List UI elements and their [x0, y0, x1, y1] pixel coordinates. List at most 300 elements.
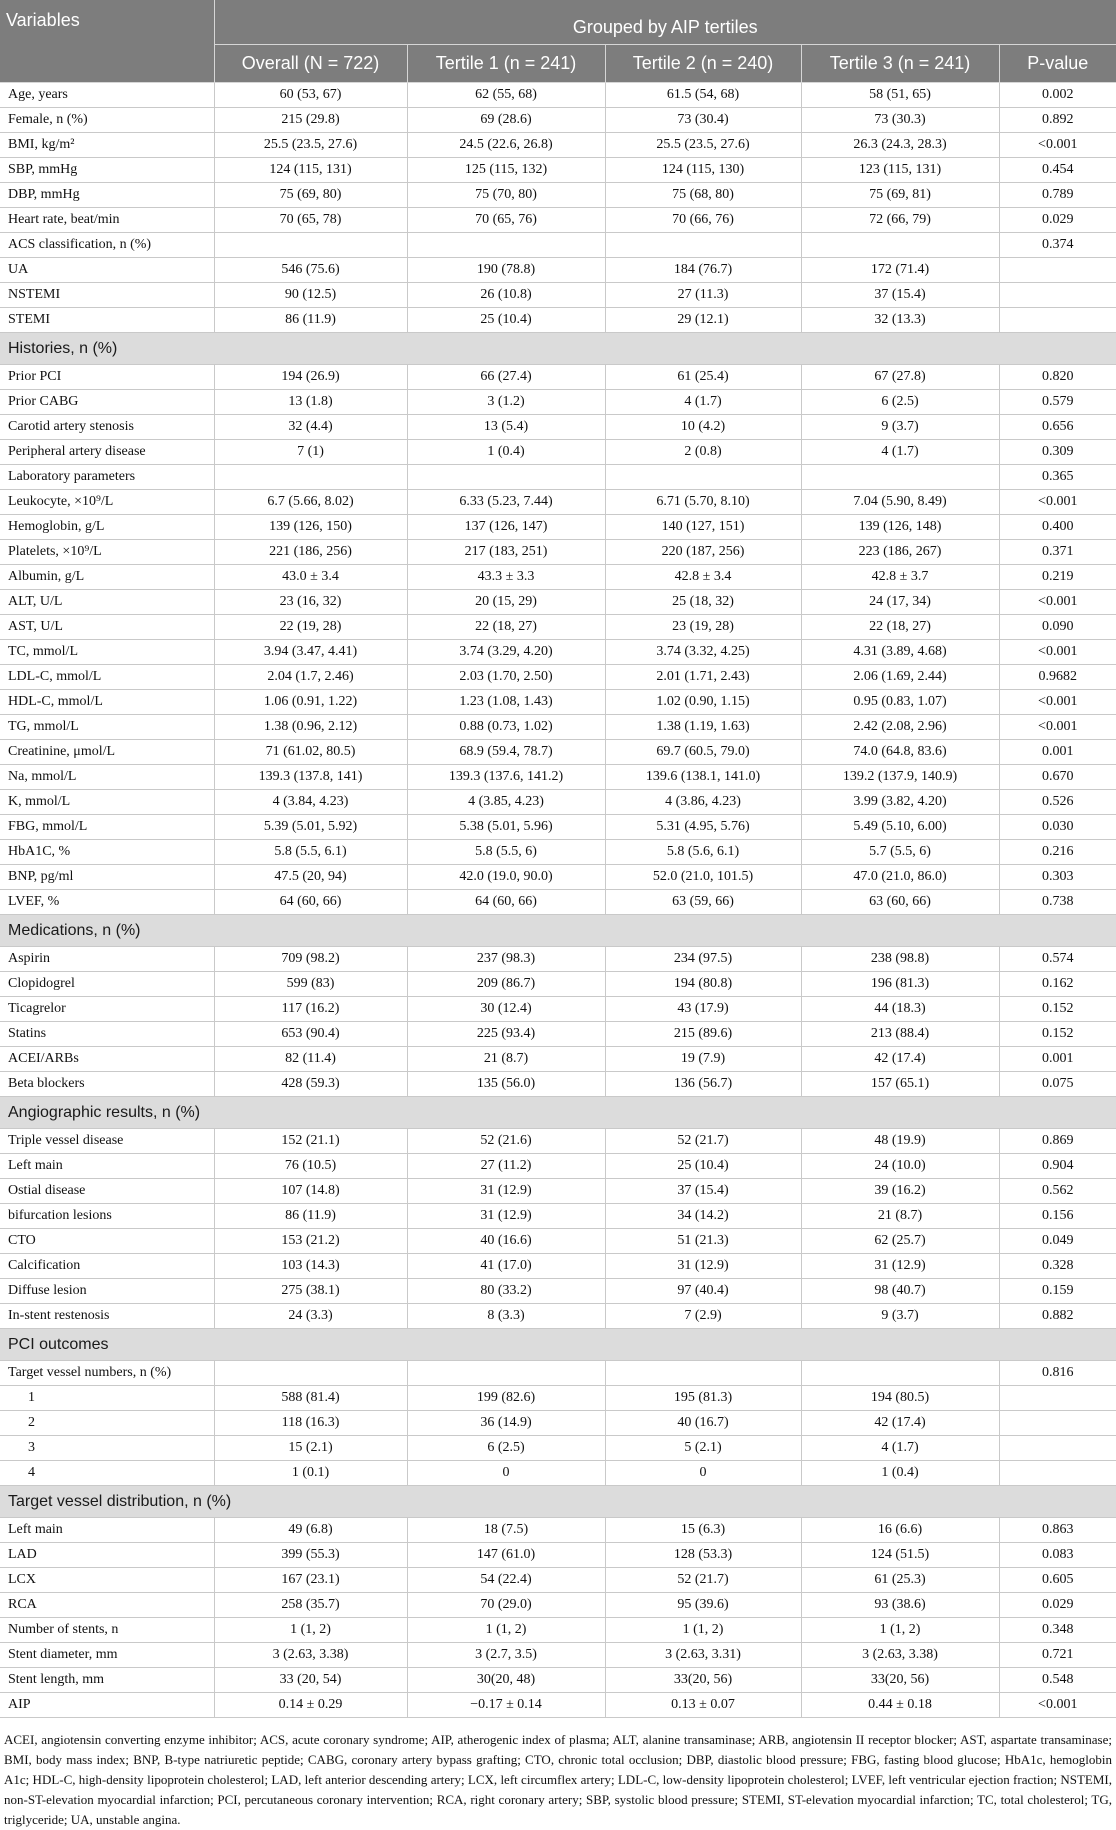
p-value-cell: 0.075: [999, 1072, 1116, 1097]
overall-cell: 588 (81.4): [214, 1386, 407, 1411]
table-row: [0, 740, 1116, 765]
p-value-cell: 0.526: [999, 790, 1116, 815]
variable-cell: Beta blockers: [0, 1072, 214, 1097]
tertile-3-cell: 72 (66, 79): [801, 208, 999, 233]
table-row: [0, 1668, 1116, 1693]
table-row: [0, 1361, 1116, 1386]
table-row: [0, 997, 1116, 1022]
tertile-2-cell: 31 (12.9): [605, 1254, 801, 1279]
table-row: [0, 1593, 1116, 1618]
p-value-cell: 0.348: [999, 1618, 1116, 1643]
tertile-2-cell: 3 (2.63, 3.31): [605, 1643, 801, 1668]
tertile-1-cell: 0.88 (0.73, 1.02): [407, 715, 605, 740]
tertile-1-cell: 30 (12.4): [407, 997, 605, 1022]
tertile-3-cell: 47.0 (21.0, 86.0): [801, 865, 999, 890]
tertile-3-cell: 9 (3.7): [801, 415, 999, 440]
p-value-cell: 0.892: [999, 108, 1116, 133]
tertile-2-cell: 25.5 (23.5, 27.6): [605, 133, 801, 158]
table-row: [0, 308, 1116, 333]
table-row: [0, 1047, 1116, 1072]
p-value-cell: 0.670: [999, 765, 1116, 790]
tertile-3-cell: 31 (12.9): [801, 1254, 999, 1279]
section-row: [0, 915, 1116, 947]
p-value-cell: 0.738: [999, 890, 1116, 915]
table-row: [0, 840, 1116, 865]
table-row: [0, 947, 1116, 972]
tertile-1-cell: 36 (14.9): [407, 1411, 605, 1436]
variable-cell: Aspirin: [0, 947, 214, 972]
tertile-3-cell: 24 (17, 34): [801, 590, 999, 615]
tertile-3-cell: 4 (1.7): [801, 440, 999, 465]
table-row: [0, 665, 1116, 690]
tertile-2-cell: 136 (56.7): [605, 1072, 801, 1097]
section-row: [0, 333, 1116, 365]
p-value-cell: 0.548: [999, 1668, 1116, 1693]
section-row: [0, 1329, 1116, 1361]
tertile-1-cell: 6 (2.5): [407, 1436, 605, 1461]
tertile-1-cell: 26 (10.8): [407, 283, 605, 308]
p-value-cell: 0.904: [999, 1154, 1116, 1179]
variable-cell: Left main: [0, 1518, 214, 1543]
variable-cell: ALT, U/L: [0, 590, 214, 615]
tertile-3-cell: 194 (80.5): [801, 1386, 999, 1411]
overall-cell: 1.06 (0.91, 1.22): [214, 690, 407, 715]
tertile-3-cell: 67 (27.8): [801, 365, 999, 390]
tertile-2-cell: 194 (80.8): [605, 972, 801, 997]
tertile-2-cell: 128 (53.3): [605, 1543, 801, 1568]
tertile-2-cell: 40 (16.7): [605, 1411, 801, 1436]
overall-cell: 15 (2.1): [214, 1436, 407, 1461]
variable-cell: LDL-C, mmol/L: [0, 665, 214, 690]
tertile-1-cell: 66 (27.4): [407, 365, 605, 390]
tertile-3-cell: 3.99 (3.82, 4.20): [801, 790, 999, 815]
tertile-2-cell: 0: [605, 1461, 801, 1486]
p-value-cell: 0.309: [999, 440, 1116, 465]
table-row: [0, 465, 1116, 490]
overall-cell: 60 (53, 67): [214, 83, 407, 108]
tertile-1-cell: 217 (183, 251): [407, 540, 605, 565]
tertile-1-cell: 3 (2.7, 3.5): [407, 1643, 605, 1668]
tertile-2-cell: 97 (40.4): [605, 1279, 801, 1304]
tertile-1-cell: 1 (1, 2): [407, 1618, 605, 1643]
variable-cell: Statins: [0, 1022, 214, 1047]
variable-cell: Ostial disease: [0, 1179, 214, 1204]
table-row: [0, 565, 1116, 590]
overall-cell: 32 (4.4): [214, 415, 407, 440]
table-row: [0, 1461, 1116, 1486]
variable-cell: Ticagrelor: [0, 997, 214, 1022]
p-value-cell: 0.579: [999, 390, 1116, 415]
variable-cell: Prior CABG: [0, 390, 214, 415]
table-row: [0, 83, 1116, 108]
tertile-2-cell: 43 (17.9): [605, 997, 801, 1022]
table-row: [0, 1386, 1116, 1411]
variable-cell: Stent length, mm: [0, 1668, 214, 1693]
tertile-1-cell: 42.0 (19.0, 90.0): [407, 865, 605, 890]
tertile-3-cell: 44 (18.3): [801, 997, 999, 1022]
variable-cell: 1: [0, 1386, 214, 1411]
tertile-2-cell: 75 (68, 80): [605, 183, 801, 208]
tertile-2-cell: 4 (3.86, 4.23): [605, 790, 801, 815]
tertile-1-cell: 64 (60, 66): [407, 890, 605, 915]
tertile-1-cell: 27 (11.2): [407, 1154, 605, 1179]
variable-cell: Prior PCI: [0, 365, 214, 390]
p-value-cell: 0.371: [999, 540, 1116, 565]
tertile-2-cell: 2 (0.8): [605, 440, 801, 465]
tertile-3-cell: 5.7 (5.5, 6): [801, 840, 999, 865]
table-row: [0, 972, 1116, 997]
tertile-3-cell: [801, 233, 999, 258]
variable-cell: CTO: [0, 1229, 214, 1254]
tertile-1-cell: 0: [407, 1461, 605, 1486]
section-label: PCI outcomes: [0, 1329, 1116, 1361]
tertile-1-cell: 5.38 (5.01, 5.96): [407, 815, 605, 840]
overall-cell: 124 (115, 131): [214, 158, 407, 183]
overall-cell: 2.04 (1.7, 2.46): [214, 665, 407, 690]
table-row: [0, 365, 1116, 390]
table-header: [0, 0, 1116, 83]
tertile-2-cell: 34 (14.2): [605, 1204, 801, 1229]
variable-cell: 2: [0, 1411, 214, 1436]
tertile-1-cell: 24.5 (22.6, 26.8): [407, 133, 605, 158]
variable-cell: K, mmol/L: [0, 790, 214, 815]
tertile-3-cell: 39 (16.2): [801, 1179, 999, 1204]
tertile-2-cell: 124 (115, 130): [605, 158, 801, 183]
table-row: [0, 1643, 1116, 1668]
tertile-2-cell: 42.8 ± 3.4: [605, 565, 801, 590]
overall-cell: 275 (38.1): [214, 1279, 407, 1304]
tertile-3-cell: 223 (186, 267): [801, 540, 999, 565]
tertile-3-cell: 9 (3.7): [801, 1304, 999, 1329]
variable-cell: HDL-C, mmol/L: [0, 690, 214, 715]
tertile-1-cell: −0.17 ± 0.14: [407, 1693, 605, 1718]
p-value-cell: <0.001: [999, 715, 1116, 740]
variable-cell: LVEF, %: [0, 890, 214, 915]
header-p-value: P-value: [999, 45, 1116, 83]
overall-cell: 167 (23.1): [214, 1568, 407, 1593]
p-value-cell: 0.562: [999, 1179, 1116, 1204]
overall-cell: 1.38 (0.96, 2.12): [214, 715, 407, 740]
overall-cell: 653 (90.4): [214, 1022, 407, 1047]
header-group-title: Grouped by AIP tertiles: [214, 0, 1116, 45]
table-row: [0, 1022, 1116, 1047]
overall-cell: 5.8 (5.5, 6.1): [214, 840, 407, 865]
tertile-1-cell: 137 (126, 147): [407, 515, 605, 540]
overall-cell: [214, 233, 407, 258]
variable-cell: ACS classification, n (%): [0, 233, 214, 258]
overall-cell: 194 (26.9): [214, 365, 407, 390]
variable-cell: UA: [0, 258, 214, 283]
tertile-1-cell: 69 (28.6): [407, 108, 605, 133]
tertile-3-cell: 238 (98.8): [801, 947, 999, 972]
variable-cell: In-stent restenosis: [0, 1304, 214, 1329]
variable-cell: Heart rate, beat/min: [0, 208, 214, 233]
overall-cell: 24 (3.3): [214, 1304, 407, 1329]
tertile-2-cell: 52.0 (21.0, 101.5): [605, 865, 801, 890]
variable-cell: TG, mmol/L: [0, 715, 214, 740]
header-tertile-2: Tertile 2 (n = 240): [605, 45, 801, 83]
tertile-2-cell: 5.8 (5.6, 6.1): [605, 840, 801, 865]
overall-cell: 64 (60, 66): [214, 890, 407, 915]
p-value-cell: 0.869: [999, 1129, 1116, 1154]
tertile-2-cell: 63 (59, 66): [605, 890, 801, 915]
p-value-cell: <0.001: [999, 590, 1116, 615]
tertile-3-cell: [801, 465, 999, 490]
overall-cell: 107 (14.8): [214, 1179, 407, 1204]
table-row: [0, 1518, 1116, 1543]
header-tertile-1: Tertile 1 (n = 241): [407, 45, 605, 83]
section-label: Histories, n (%): [0, 333, 1116, 365]
tertile-1-cell: 237 (98.3): [407, 947, 605, 972]
tertile-1-cell: 40 (16.6): [407, 1229, 605, 1254]
overall-cell: 7 (1): [214, 440, 407, 465]
overall-cell: 76 (10.5): [214, 1154, 407, 1179]
variable-cell: Diffuse lesion: [0, 1279, 214, 1304]
tertile-1-cell: 68.9 (59.4, 78.7): [407, 740, 605, 765]
overall-cell: 25.5 (23.5, 27.6): [214, 133, 407, 158]
overall-cell: 546 (75.6): [214, 258, 407, 283]
variable-cell: Target vessel numbers, n (%): [0, 1361, 214, 1386]
tertile-1-cell: 139.3 (137.6, 141.2): [407, 765, 605, 790]
tertile-1-cell: 30(20, 48): [407, 1668, 605, 1693]
p-value-cell: 0.029: [999, 1593, 1116, 1618]
tertile-1-cell: 52 (21.6): [407, 1129, 605, 1154]
table-row: [0, 1568, 1116, 1593]
p-value-cell: 0.789: [999, 183, 1116, 208]
tertile-1-cell: 20 (15, 29): [407, 590, 605, 615]
tertile-3-cell: 4.31 (3.89, 4.68): [801, 640, 999, 665]
tertile-1-cell: 75 (70, 80): [407, 183, 605, 208]
tertile-2-cell: 6.71 (5.70, 8.10): [605, 490, 801, 515]
table-row: [0, 133, 1116, 158]
table-row: [0, 865, 1116, 890]
tertile-1-cell: 190 (78.8): [407, 258, 605, 283]
tertile-2-cell: [605, 233, 801, 258]
variable-cell: TC, mmol/L: [0, 640, 214, 665]
tertile-3-cell: 42 (17.4): [801, 1047, 999, 1072]
p-value-cell: [999, 1461, 1116, 1486]
tertile-2-cell: 23 (19, 28): [605, 615, 801, 640]
overall-cell: 3.94 (3.47, 4.41): [214, 640, 407, 665]
tertile-3-cell: 61 (25.3): [801, 1568, 999, 1593]
tertile-3-cell: [801, 1361, 999, 1386]
section-label: Angiographic results, n (%): [0, 1097, 1116, 1129]
tertile-2-cell: 140 (127, 151): [605, 515, 801, 540]
header-overall: Overall (N = 722): [214, 45, 407, 83]
tertile-3-cell: 7.04 (5.90, 8.49): [801, 490, 999, 515]
tertile-3-cell: 124 (51.5): [801, 1543, 999, 1568]
table-row: [0, 208, 1116, 233]
tertile-3-cell: 3 (2.63, 3.38): [801, 1643, 999, 1668]
tertile-3-cell: 24 (10.0): [801, 1154, 999, 1179]
tertile-2-cell: 10 (4.2): [605, 415, 801, 440]
p-value-cell: 0.216: [999, 840, 1116, 865]
tertile-3-cell: 21 (8.7): [801, 1204, 999, 1229]
tertile-3-cell: 6 (2.5): [801, 390, 999, 415]
table-row: [0, 415, 1116, 440]
overall-cell: 13 (1.8): [214, 390, 407, 415]
tertile-2-cell: 52 (21.7): [605, 1129, 801, 1154]
tertile-3-cell: 22 (18, 27): [801, 615, 999, 640]
variable-cell: NSTEMI: [0, 283, 214, 308]
tertile-3-cell: 58 (51, 65): [801, 83, 999, 108]
tertile-2-cell: 61.5 (54, 68): [605, 83, 801, 108]
tertile-1-cell: 147 (61.0): [407, 1543, 605, 1568]
p-value-cell: 0.816: [999, 1361, 1116, 1386]
overall-cell: 71 (61.02, 80.5): [214, 740, 407, 765]
tertile-1-cell: 31 (12.9): [407, 1179, 605, 1204]
tertile-2-cell: 70 (66, 76): [605, 208, 801, 233]
tertile-1-cell: 199 (82.6): [407, 1386, 605, 1411]
variable-cell: Creatinine, μmol/L: [0, 740, 214, 765]
tertile-1-cell: 5.8 (5.5, 6): [407, 840, 605, 865]
variable-cell: Leukocyte, ×10⁹/L: [0, 490, 214, 515]
tertile-1-cell: 225 (93.4): [407, 1022, 605, 1047]
p-value-cell: [999, 1386, 1116, 1411]
tertile-1-cell: 1 (0.4): [407, 440, 605, 465]
p-value-cell: [999, 308, 1116, 333]
variable-cell: ACEI/ARBs: [0, 1047, 214, 1072]
table-row: [0, 890, 1116, 915]
p-value-cell: 0.303: [999, 865, 1116, 890]
header-variables: Variables: [0, 0, 214, 83]
tertile-2-cell: 5.31 (4.95, 5.76): [605, 815, 801, 840]
p-value-cell: 0.049: [999, 1229, 1116, 1254]
table-row: [0, 640, 1116, 665]
tertile-3-cell: 62 (25.7): [801, 1229, 999, 1254]
tertile-3-cell: 0.95 (0.83, 1.07): [801, 690, 999, 715]
tertile-3-cell: 196 (81.3): [801, 972, 999, 997]
tertile-3-cell: 123 (115, 131): [801, 158, 999, 183]
table-row: [0, 283, 1116, 308]
p-value-cell: 0.090: [999, 615, 1116, 640]
p-value-cell: 0.159: [999, 1279, 1116, 1304]
table-row: [0, 1618, 1116, 1643]
tertile-2-cell: 52 (21.7): [605, 1568, 801, 1593]
variable-cell: AIP: [0, 1693, 214, 1718]
overall-cell: 258 (35.7): [214, 1593, 407, 1618]
tertile-3-cell: 93 (38.6): [801, 1593, 999, 1618]
p-value-cell: [999, 283, 1116, 308]
variable-cell: Number of stents, n: [0, 1618, 214, 1643]
variable-cell: HbA1C, %: [0, 840, 214, 865]
overall-cell: 86 (11.9): [214, 1204, 407, 1229]
variable-cell: Calcification: [0, 1254, 214, 1279]
tertile-1-cell: 209 (86.7): [407, 972, 605, 997]
variable-cell: bifurcation lesions: [0, 1204, 214, 1229]
tertile-2-cell: 0.13 ± 0.07: [605, 1693, 801, 1718]
overall-cell: 90 (12.5): [214, 283, 407, 308]
overall-cell: 4 (3.84, 4.23): [214, 790, 407, 815]
tertile-1-cell: 31 (12.9): [407, 1204, 605, 1229]
tertile-2-cell: 37 (15.4): [605, 1179, 801, 1204]
tertile-3-cell: 26.3 (24.3, 28.3): [801, 133, 999, 158]
section-label: Target vessel distribution, n (%): [0, 1486, 1116, 1518]
tertile-2-cell: 1 (1, 2): [605, 1618, 801, 1643]
overall-cell: 70 (65, 78): [214, 208, 407, 233]
p-value-cell: 0.820: [999, 365, 1116, 390]
table-row: [0, 258, 1116, 283]
tertile-3-cell: 0.44 ± 0.18: [801, 1693, 999, 1718]
section-row: [0, 1486, 1116, 1518]
variable-cell: BMI, kg/m²: [0, 133, 214, 158]
variable-cell: STEMI: [0, 308, 214, 333]
variable-cell: Female, n (%): [0, 108, 214, 133]
p-value-cell: 0.001: [999, 1047, 1116, 1072]
tertile-1-cell: 25 (10.4): [407, 308, 605, 333]
p-value-cell: 0.454: [999, 158, 1116, 183]
p-value-cell: 0.9682: [999, 665, 1116, 690]
table-row: [0, 790, 1116, 815]
table-row: [0, 1129, 1116, 1154]
p-value-cell: [999, 1436, 1116, 1461]
p-value-cell: 0.656: [999, 415, 1116, 440]
table-row: [0, 440, 1116, 465]
tertile-2-cell: 1.38 (1.19, 1.63): [605, 715, 801, 740]
tertile-1-cell: 4 (3.85, 4.23): [407, 790, 605, 815]
variable-cell: Stent diameter, mm: [0, 1643, 214, 1668]
tertile-3-cell: 157 (65.1): [801, 1072, 999, 1097]
variable-cell: Albumin, g/L: [0, 565, 214, 590]
tertile-2-cell: 184 (76.7): [605, 258, 801, 283]
overall-cell: 3 (2.63, 3.38): [214, 1643, 407, 1668]
table-row: [0, 515, 1116, 540]
table-row: [0, 615, 1116, 640]
tertile-1-cell: 8 (3.3): [407, 1304, 605, 1329]
variable-cell: Hemoglobin, g/L: [0, 515, 214, 540]
tertile-1-cell: 3 (1.2): [407, 390, 605, 415]
tertile-3-cell: 48 (19.9): [801, 1129, 999, 1154]
table-footnote: ACEI, angiotensin converting enzyme inhibitor; ACS, acute coronary syndrome; AIP, atherogenic index of plasma; ALT, alanine transaminase; ARB, angiotensin II receptor blocker; AST, aspartate transaminase; BMI, body mass index; BNP, B-type natriuretic peptide; CABG, coronary artery bypass grafting; CTO, chronic total occlusion; DBP, diastolic blood pressure; FBG, fasting blood glucose; HbA1c, hemoglobin A1c; HDL-C, high-density lipoprotein cholesterol; LAD, left anterior descending artery; LCX, left circumflex artery; LDL-C, low-density lipoprotein cholesterol; LVEF, left ventricular ejection fraction; NSTEMI, non-ST-elevation myocardial infarction; PCI, percutaneous coronary intervention; RCA, right coronary artery; SBP, systolic blood pressure; STEMI, ST-elevation myocardial infarction; TC, total cholesterol; TG, triglyceride; UA, unstable angina.: [4, 1732, 1112, 1827]
table-row: [0, 1279, 1116, 1304]
p-value-cell: 0.156: [999, 1204, 1116, 1229]
tertile-3-cell: 33(20, 56): [801, 1668, 999, 1693]
variable-cell: SBP, mmHg: [0, 158, 214, 183]
tertile-2-cell: [605, 465, 801, 490]
overall-cell: 1 (1, 2): [214, 1618, 407, 1643]
table-row: [0, 1436, 1116, 1461]
tertile-1-cell: 70 (29.0): [407, 1593, 605, 1618]
tertile-2-cell: 29 (12.1): [605, 308, 801, 333]
variable-cell: Triple vessel disease: [0, 1129, 214, 1154]
tertile-3-cell: 32 (13.3): [801, 308, 999, 333]
tertile-1-cell: 1.23 (1.08, 1.43): [407, 690, 605, 715]
variable-cell: Carotid artery stenosis: [0, 415, 214, 440]
table-body: [0, 83, 1116, 1718]
tertile-3-cell: 42.8 ± 3.7: [801, 565, 999, 590]
tertile-2-cell: 4 (1.7): [605, 390, 801, 415]
tertile-3-cell: 2.06 (1.69, 2.44): [801, 665, 999, 690]
tertile-2-cell: 234 (97.5): [605, 947, 801, 972]
p-value-cell: 0.574: [999, 947, 1116, 972]
p-value-cell: <0.001: [999, 640, 1116, 665]
section-label: Medications, n (%): [0, 915, 1116, 947]
overall-cell: 118 (16.3): [214, 1411, 407, 1436]
table-row: [0, 1154, 1116, 1179]
variable-cell: Clopidogrel: [0, 972, 214, 997]
tertile-3-cell: 42 (17.4): [801, 1411, 999, 1436]
tertile-2-cell: 5 (2.1): [605, 1436, 801, 1461]
tertile-3-cell: 16 (6.6): [801, 1518, 999, 1543]
tertile-3-cell: 63 (60, 66): [801, 890, 999, 915]
overall-cell: 709 (98.2): [214, 947, 407, 972]
tertile-1-cell: 18 (7.5): [407, 1518, 605, 1543]
tertile-1-cell: 3.74 (3.29, 4.20): [407, 640, 605, 665]
tertile-1-cell: 54 (22.4): [407, 1568, 605, 1593]
overall-cell: 117 (16.2): [214, 997, 407, 1022]
variable-cell: Laboratory parameters: [0, 465, 214, 490]
tertile-2-cell: 73 (30.4): [605, 108, 801, 133]
